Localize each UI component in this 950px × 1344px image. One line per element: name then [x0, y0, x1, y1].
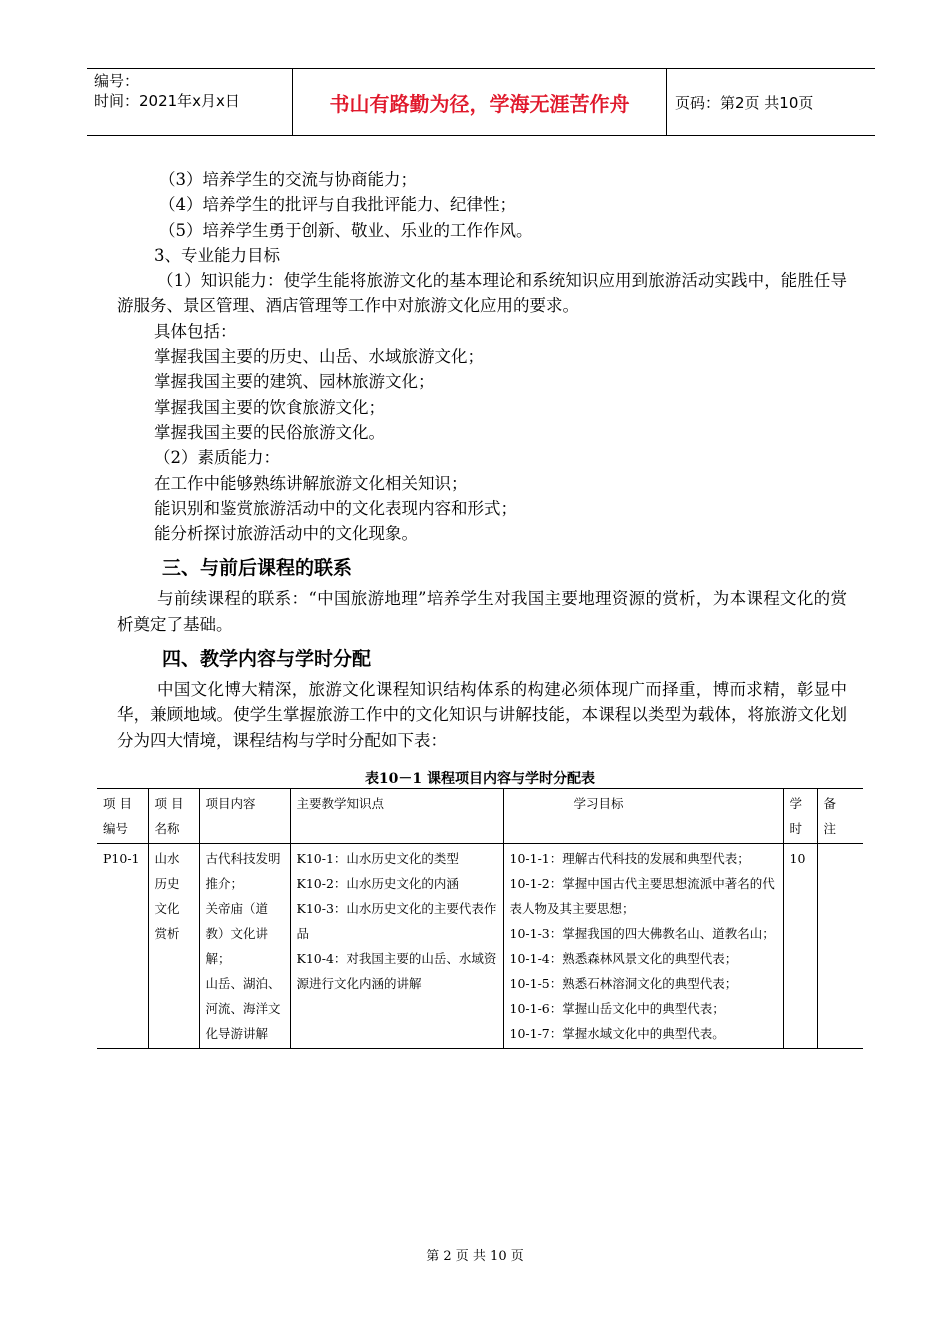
col-header-name: 项 目 名称 — [148, 789, 199, 844]
col-header-hours: 学 时 — [783, 789, 817, 844]
cell-code: P10-1 — [103, 851, 140, 866]
paragraph: 能分析探讨旅游活动中的文化现象。 — [154, 524, 418, 544]
col-header-code: 项 目 编号 — [103, 796, 132, 836]
paragraph: 与前续课程的联系：“中国旅游地理”培养学生对我国主要地理资源的赏析，为本课程文化的赏析奠定了基础。 — [117, 589, 847, 634]
cell-knowledge: K10-1：山水历史文化的类型 K10-2：山水历史文化的内涵 K10-3：山水历史文化的主要代表作品 K10-4：对我国主要的山岳、水域资源进行文化内涵的讲解 — [290, 844, 503, 1049]
page-footer: 第 2 页 共 10 页 — [426, 1249, 524, 1264]
paragraph: （3）培养学生的交流与协商能力； — [159, 170, 417, 189]
paragraph: 掌握我国主要的建筑、园林旅游文化； — [154, 372, 435, 392]
col-header-goals: 学习目标 — [503, 789, 783, 844]
subheading: 3、专业能力目标 — [154, 245, 280, 265]
section-heading-4: 四、教学内容与学时分配 — [162, 648, 372, 671]
cell-name: 山水 历史 文化 赏析 — [148, 844, 199, 1049]
cell-goals: 10-1-1：理解古代科技的发展和典型代表； 10-1-2：掌握中国古代主要思想流派中著名的代表人物及其主要思想； 10-1-3：掌握我国的四大佛教名山、道教名山； 10-1-4：熟悉森林风景文化的典型代表； 10-1-5：熟悉石林溶洞文化的典型代表； 10-1-6：掌握山岳文化中的典型代表； 10-1-7：掌握水域文化中的典型代表。 — [503, 844, 783, 1049]
cell-content: 古代科技发明推介； 关帝庙（道教）文化讲解； 山岳、湖泊、河流、海洋文化导游讲解 — [199, 844, 290, 1049]
document-body — [117, 167, 847, 753]
paragraph: 掌握我国主要的历史、山岳、水域旅游文化； — [154, 347, 484, 367]
paragraph: （1）知识能力：使学生能将旅游文化的基本理论和系统知识应用到旅游活动实践中，能胜任导游服务、景区管理、酒店管理等工作中对旅游文化应用的要求。 — [117, 271, 847, 316]
cell-remark — [817, 844, 863, 1049]
paragraph: 掌握我国主要的民俗旅游文化。 — [154, 422, 385, 442]
table-header-row — [97, 789, 863, 844]
paragraph: （2）素质能力： — [154, 448, 280, 468]
col-header-content: 项目内容 — [199, 789, 290, 844]
table-caption: 表10－1 课程项目内容与学时分配表 — [364, 771, 596, 787]
section-heading-3: 三、与前后课程的联系 — [162, 557, 353, 580]
paragraph: 中国文化博大精深，旅游文化课程知识结构体系的构建必须体现广而择重，博而求精，彰显中华，兼顾地域。使学生掌握旅游工作中的文化知识与讲解技能，本课程以类型为载体，将旅游文化划分为四大情境，课程结构与学时分配如下表： — [117, 680, 847, 750]
page-header — [87, 68, 875, 136]
paragraph: （5）培养学生勇于创新、敬业、乐业的工作作风。 — [159, 220, 533, 240]
header-meta — [87, 69, 293, 135]
course-table — [97, 788, 863, 1049]
paragraph: 在工作中能够熟练讲解旅游文化相关知识； — [154, 473, 468, 493]
doc-number-label: 编号： — [94, 72, 140, 90]
paragraph: 具体包括： — [154, 321, 237, 341]
paragraph: 能识别和鉴赏旅游活动中的文化表现内容和形式； — [154, 498, 517, 518]
paragraph: 掌握我国主要的饮食旅游文化； — [154, 397, 385, 417]
col-header-remark: 备 注 — [817, 789, 863, 844]
paragraph: （4）培养学生的批评与自我批评能力、纪律性； — [159, 195, 516, 215]
doc-time-label: 时间：2021年x月x日 — [94, 92, 240, 110]
table-row — [97, 844, 863, 1049]
col-header-knowledge: 主要教学知识点 — [290, 789, 503, 844]
cell-hours: 10 — [783, 844, 817, 1049]
header-motto: 书山有路勤为径，学海无涯苦作舟 — [293, 69, 667, 135]
header-page-info: 页码：第2页 共10页 — [675, 93, 814, 112]
